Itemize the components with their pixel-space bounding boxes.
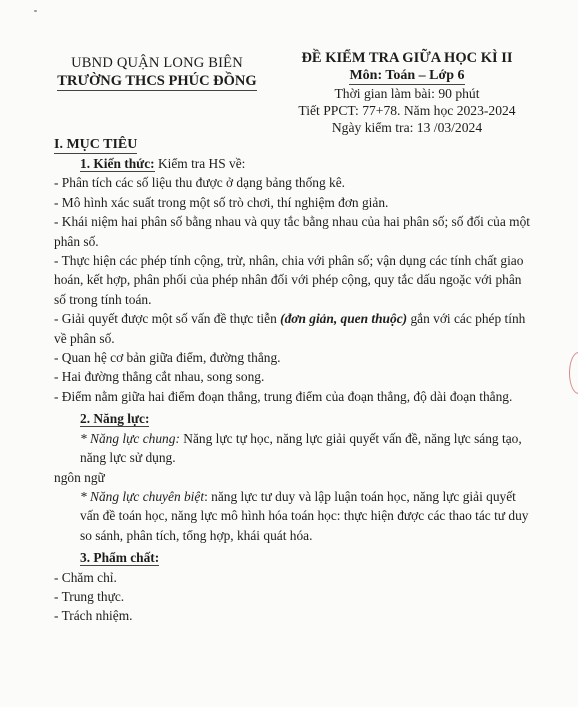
specific-competence — [54, 487, 532, 545]
knowledge-item: - Phân tích các số liệu thu được ở dạng bảng thống kê. — [54, 175, 346, 191]
knowledge-item-text: - Giải quyết được một số vấn đề thực tiễn — [54, 311, 281, 327]
knowledge-item: - Hai đường thẳng cắt nhau, song song. — [54, 369, 265, 385]
document-body — [54, 134, 532, 626]
knowledge-item: - Thực hiện các phép tính cộng, trừ, nhân, chia với phân số; vận dụng các tính chất giao hoán, kết hợp, phân phối của phép nhân đối với phép cộng, quy tắc dấu ngoặc với phân số trong tính toán. — [54, 253, 524, 307]
quality-label: 3. Phẩm chất: — [80, 550, 160, 566]
red-stamp-edge — [569, 352, 578, 394]
knowledge-label: 1. Kiến thức: — [80, 156, 155, 171]
knowledge-item — [54, 309, 532, 348]
general-competence — [54, 429, 532, 468]
exam-period: Tiết PPCT: 77+78. Năm học 2023-2024 — [298, 103, 516, 118]
knowledge-intro: Kiểm tra HS về: — [154, 156, 246, 171]
district-name: UBND QUẬN LONG BIÊN — [71, 55, 243, 71]
general-competence-label: * Năng lực chung: — [80, 430, 180, 446]
knowledge-heading — [54, 154, 532, 173]
competence-heading — [54, 409, 532, 428]
quality-item: - Trung thực. — [54, 588, 125, 604]
exam-duration: Thời gian làm bài: 90 phút — [334, 86, 480, 101]
general-competence-text: Năng lực tự học, năng lực giải quyết vấn đề, năng lực sáng tạo, năng lực sử dụng. — [80, 430, 522, 466]
quality-item: - Trách nhiệm. — [54, 608, 133, 624]
section-title: I. MỤC TIÊU — [54, 137, 138, 152]
exam-header — [282, 50, 532, 136]
knowledge-item: - Quan hệ cơ bản giữa điểm, đường thẳng. — [54, 350, 281, 366]
knowledge-item: - Khái niệm hai phân số bằng nhau và quy tắc bằng nhau của hai phân số; số đối của một phân số. — [54, 214, 530, 249]
knowledge-item-emphasis: (đơn giản, quen thuộc) — [280, 311, 408, 327]
exam-date: Ngày kiểm tra: 13 /03/2024 — [331, 120, 483, 135]
school-name: TRƯỜNG THCS PHÚC ĐỒNG — [57, 73, 257, 89]
knowledge-item: - Mô hình xác suất trong một số trò chơi, thí nghiệm đơn giản. — [54, 194, 389, 210]
quality-heading — [54, 548, 532, 567]
scan-speck — [34, 10, 37, 12]
specific-competence-label: * Năng lực chuyên biệt — [80, 488, 205, 504]
competence-label: 2. Năng lực: — [80, 411, 150, 427]
knowledge-item-text: gắn với các phép tính về phân số. — [54, 311, 526, 346]
language-text: ngôn ngữ — [54, 469, 105, 485]
school-header — [54, 54, 260, 91]
specific-competence-text: : năng lực tư duy và lập luận toán học, năng lực giải quyết vấn đề toán học, năng lực mô hình hóa toán học: thực hiện được các thao tác tư duy so sánh, phân tích, tổng hợp, khái quát hóa. — [80, 488, 529, 543]
exam-subject: Môn: Toán – Lớp 6 — [349, 68, 465, 83]
exam-title: ĐỀ KIỂM TRA GIỮA HỌC KÌ II — [301, 50, 513, 66]
quality-item: - Chăm chỉ. — [54, 569, 117, 585]
knowledge-item: - Điểm nằm giữa hai điểm đoạn thẳng, trung điểm của đoạn thẳng, độ dài đoạn thẳng. — [54, 388, 513, 404]
